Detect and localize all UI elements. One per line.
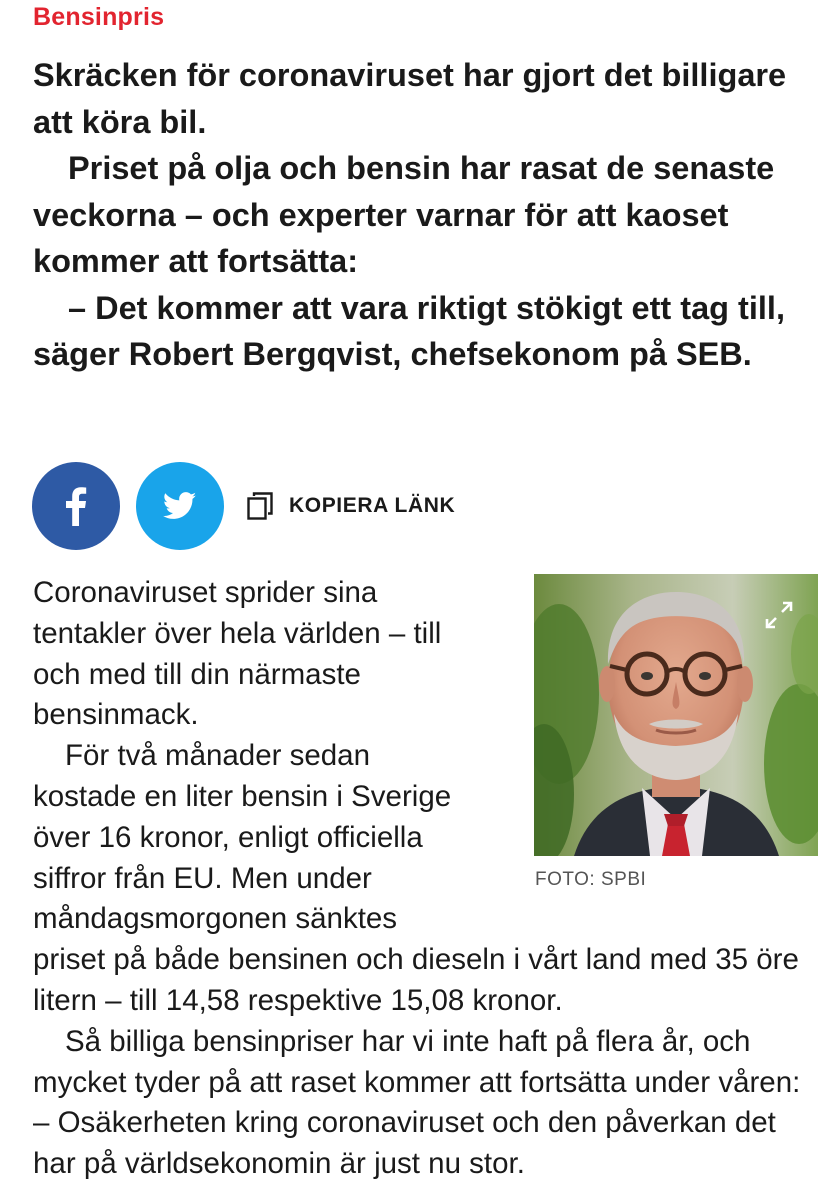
image-float-spacer [468, 573, 803, 917]
body-paragraph-3-wrap [33, 1022, 803, 1104]
headline-lead: Skräcken för coronaviruset har gjort det billigare att köra bil. [33, 57, 787, 140]
article-headline [33, 52, 803, 378]
headline-quote-paragraph [33, 285, 803, 378]
body-paragraph-3: Så billiga bensinpriser har vi inte haft på flera år, och mycket tyder på att raset kommer att fortsätta under våren: [33, 1024, 801, 1099]
headline-intro-paragraph [33, 145, 803, 285]
body-paragraph-1: Coronaviruset sprider sina tentakler över hela världen – till och med till din närmaste bensinmack. [33, 576, 442, 732]
headline-intro: Priset på olja och bensin har rasat de senaste veckorna – och experter varnar för att kaoset kommer att fortsätta: [33, 150, 775, 279]
copy-link-button[interactable] [247, 492, 455, 520]
photo-caption: FOTO: SPBI [535, 869, 647, 890]
twitter-icon [163, 492, 197, 520]
facebook-icon [65, 486, 87, 526]
body-paragraph-2: För två månader sedan kostade en liter bensin i Sverige över 16 kronor, enligt officiella siffror från EU. Men under måndagsmorgonen sänktes priset på både bensinen och dieseln i vårt land med 35 öre litern – till 14,58 respektive 15,08 kronor. [33, 739, 799, 1017]
article-body [33, 573, 803, 1185]
body-paragraph-4: – Osäkerheten kring coronaviruset och den påverkan det har på världsekonomin är just nu stor. [33, 1106, 776, 1181]
article-kicker[interactable]: Bensinpris [33, 3, 165, 31]
facebook-share-button[interactable] [32, 462, 120, 550]
twitter-share-button[interactable] [136, 462, 224, 550]
copy-link-label: KOPIERA LÄNK [289, 494, 456, 517]
headline-quote: – Det kommer att vara riktigt stökigt ett tag till, säger Robert Bergqvist, chefsekonom på SEB. [33, 289, 785, 372]
copy-link-icon [247, 492, 273, 520]
share-bar [32, 462, 632, 550]
